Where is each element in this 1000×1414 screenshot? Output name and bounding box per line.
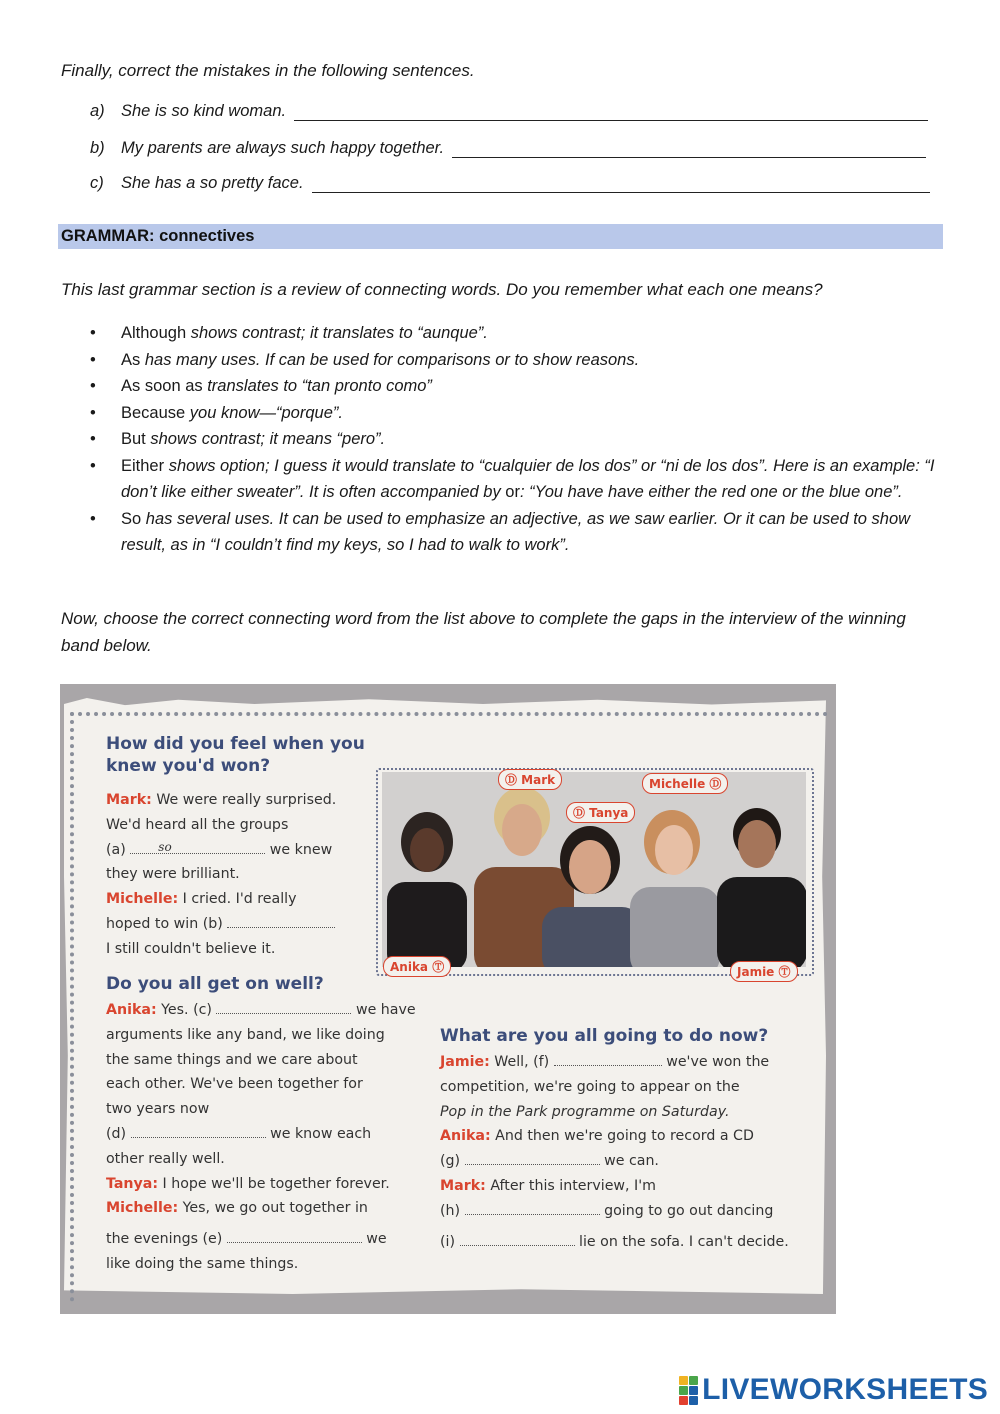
dotted-border-top	[70, 712, 828, 716]
list-item: • Because you know—“porque”.	[90, 400, 940, 427]
gap-f[interactable]	[554, 1053, 662, 1066]
photo-tag-tanya: Ⓓ Tanya	[566, 802, 635, 823]
correction-sentence: She has a so pretty face.	[121, 174, 304, 192]
correction-label: c)	[90, 174, 104, 192]
list-item: • So has several uses. It can be used to emphasize an adjective, as we saw earlier. Or it can be used to show result, as in “I couldn’t find my keys, so I had to walk to work”.	[90, 506, 940, 559]
correction-c	[90, 174, 930, 193]
instruction-text: Now, choose the correct connecting word from the list above to complete the gaps in the interview of the winning band below.	[61, 609, 906, 655]
dotted-border-left	[70, 712, 74, 1302]
correction-sentence: She is so kind woman.	[121, 102, 287, 120]
intro-text: Finally, correct the mistakes in the following sentences.	[61, 61, 475, 80]
gap-d[interactable]	[131, 1125, 266, 1138]
connectives-list	[90, 320, 940, 559]
correction-label: a)	[90, 102, 105, 120]
gap-b[interactable]	[227, 915, 335, 928]
gap-a[interactable]: so	[130, 841, 265, 854]
photo-tag-jamie: Jamie Ⓣ	[730, 961, 798, 982]
question-heading-3: What are you all going to do now?	[440, 1026, 769, 1046]
section-intro: This last grammar section is a review of connecting words. Do you remember what each one means?	[61, 280, 823, 299]
gap-i[interactable]	[460, 1233, 575, 1246]
list-item: • Although shows contrast; it translates to “aunque”.	[90, 320, 940, 347]
photo-tag-michelle: Michelle Ⓓ	[642, 773, 728, 794]
liveworksheets-logo	[679, 1373, 988, 1407]
correction-label: b)	[90, 139, 105, 157]
list-item: • As soon as translates to “tan pronto como”	[90, 373, 940, 400]
answer-block-2: Anika: Yes. (c) we have arguments like any band, we like doing the same things and we care about each other. We've been together for two years now (d) we know each other really well. Tanya: I hope we'll be together forever. Michelle: Yes, we go out together in the evenings (e) we like doing the same things.	[106, 1002, 416, 1272]
correction-sentence: My parents are always such happy together.	[121, 139, 445, 157]
answer-block-3: Jamie: Well, (f) we've won the competition, we're going to appear on the Pop in the Park programme on Saturday. Anika: And then we're going to record a CD (g) we can. Mark: After this interview, I'm (h) going to go out dancing (i) lie on the sofa. I can't decide.	[440, 1054, 789, 1250]
list-item: • As has many uses. If can be used for comparisons or to show reasons.	[90, 347, 940, 374]
correction-a	[90, 102, 928, 121]
section-title: GRAMMAR: connectives	[61, 227, 255, 245]
answer-line[interactable]	[452, 143, 926, 158]
photo-tag-anika: Anika Ⓣ	[383, 956, 451, 977]
answer-line[interactable]	[312, 178, 930, 193]
section-header	[58, 224, 943, 249]
logo-icon	[679, 1376, 698, 1405]
gap-h[interactable]	[465, 1202, 600, 1215]
question-heading-1: How did you feel when you knew you'd won?	[106, 734, 365, 776]
logo-text: LIVEWORKSHEETS	[702, 1373, 988, 1406]
list-item: • But shows contrast; it means “pero”.	[90, 426, 940, 453]
correction-b	[90, 139, 926, 158]
list-item: • Either shows option; I guess it would translate to “cualquier de los dos” or “ni de los dos”. Here is an example: “I don’t like either sweater”. It is often accompanied by or: “You have have either the red one or the blue one”.	[90, 453, 940, 506]
gap-g[interactable]	[465, 1152, 600, 1165]
answer-line[interactable]	[294, 106, 928, 121]
gap-e[interactable]	[227, 1230, 362, 1243]
photo-tag-mark: Ⓓ Mark	[498, 769, 562, 790]
gap-c[interactable]	[216, 1001, 351, 1014]
answer-block-1: Mark: We were really surprised. We'd heard all the groups (a) so we knew they were brilliant. Michelle: I cried. I'd really hoped to win (b) I still couldn't believe it.	[106, 792, 337, 957]
question-heading-2: Do you all get on well?	[106, 974, 324, 994]
